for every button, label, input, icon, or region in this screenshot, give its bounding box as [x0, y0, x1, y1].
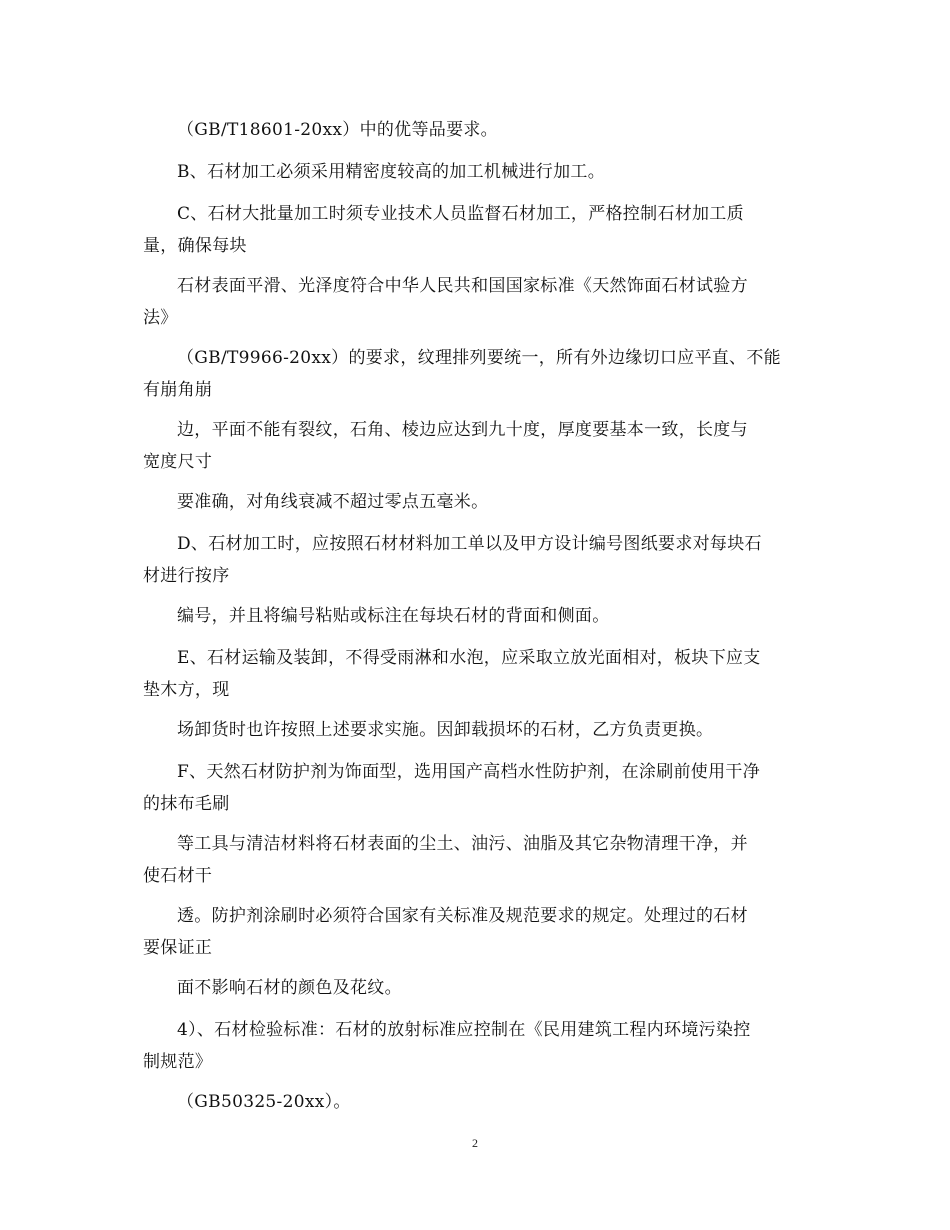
page-number: 2	[472, 1136, 478, 1150]
text-line: （GB50325-20xx）。	[177, 1092, 351, 1112]
text-line: 4）、石材检验标准：石材的放射标准应控制在《民用建筑工程内环境污染控	[177, 1020, 751, 1040]
text-line: 石材表面平滑、光泽度符合中华人民共和国国家标准《天然饰面石材试验方	[177, 276, 748, 296]
text-line: （GB/T18601-20xx）中的优等品要求。	[177, 120, 498, 140]
text-line: B、石材加工必须采用精密度较高的加工机械进行加工。	[177, 162, 605, 182]
text-line: C、石材大批量加工时须专业技术人员监督石材加工，严格控制石材加工质	[177, 204, 744, 224]
text-line: 要保证正	[143, 938, 213, 958]
text-line: 垫木方，现	[143, 680, 230, 700]
text-line: E、石材运输及装卸，不得受雨淋和水泡，应采取立放光面相对，板块下应支	[177, 648, 761, 668]
text-line: 编号，并且将编号粘贴或标注在每块石材的背面和侧面。	[177, 606, 610, 626]
text-line: 有崩角崩	[143, 380, 213, 400]
text-line: 材进行按序	[143, 566, 230, 586]
text-line: F、天然石材防护剂为饰面型，选用国产高档水性防护剂，在涂刷前使用干净	[177, 762, 760, 782]
text-line: （GB/T9966-20xx）的要求，纹理排列要统一，所有外边缘切口应平直、不能	[177, 348, 781, 368]
text-line: 面不影响石材的颜色及花纹。	[177, 978, 402, 998]
text-line: D、石材加工时，应按照石材材料加工单以及甲方设计编号图纸要求对每块石	[177, 534, 762, 554]
text-line: 宽度尺寸	[143, 452, 213, 472]
text-line: 量，确保每块	[143, 236, 247, 256]
text-line: 要准确，对角线衰减不超过零点五毫米。	[177, 492, 489, 512]
text-line: 等工具与清洁材料将石材表面的尘土、油污、油脂及其它杂物清理干净，并	[177, 834, 748, 854]
text-line: 使石材干	[143, 866, 213, 886]
text-line: 制规范》	[143, 1052, 213, 1072]
text-line: 法》	[143, 308, 178, 328]
text-line: 透。防护剂涂刷时必须符合国家有关标准及规范要求的规定。处理过的石材	[177, 906, 748, 926]
text-line: 的抹布毛刷	[143, 794, 230, 814]
text-line: 场卸货时也许按照上述要求实施。因卸载损坏的石材，乙方负责更换。	[177, 720, 714, 740]
text-line: 边，平面不能有裂纹，石角、棱边应达到九十度，厚度要基本一致，长度与	[177, 420, 748, 440]
